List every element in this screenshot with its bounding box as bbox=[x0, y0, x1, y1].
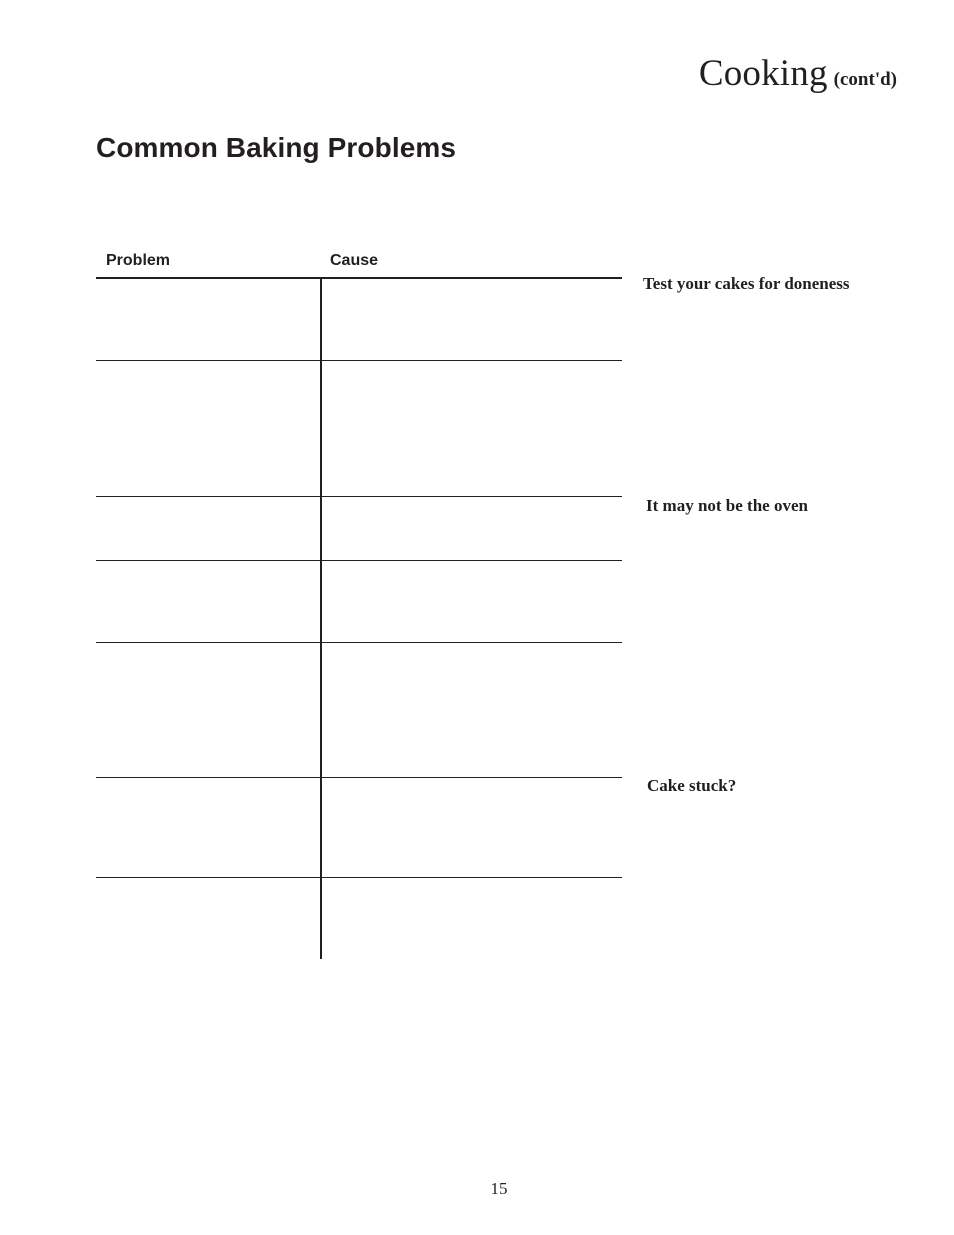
table-row bbox=[96, 361, 622, 496]
table-row bbox=[96, 643, 622, 777]
section-title: Common Baking Problems bbox=[96, 132, 457, 163]
page-number: 15 bbox=[490, 1179, 508, 1198]
column-header-problem: Problem bbox=[106, 252, 171, 269]
header-title: Cooking bbox=[698, 53, 828, 94]
column-header-cause: Cause bbox=[330, 252, 379, 269]
table-row bbox=[96, 778, 622, 877]
sidebar-heading-oven: It may not be the oven bbox=[646, 496, 808, 515]
header-subtitle: (cont'd) bbox=[833, 69, 897, 90]
table-row bbox=[96, 561, 622, 642]
page-header bbox=[699, 52, 897, 95]
table-row bbox=[96, 279, 622, 360]
sidebar-heading-doneness: Test your cakes for doneness bbox=[643, 274, 850, 293]
sidebar-heading-cake-stuck: Cake stuck? bbox=[647, 776, 737, 795]
table-row bbox=[96, 497, 622, 560]
table-row bbox=[96, 878, 622, 959]
